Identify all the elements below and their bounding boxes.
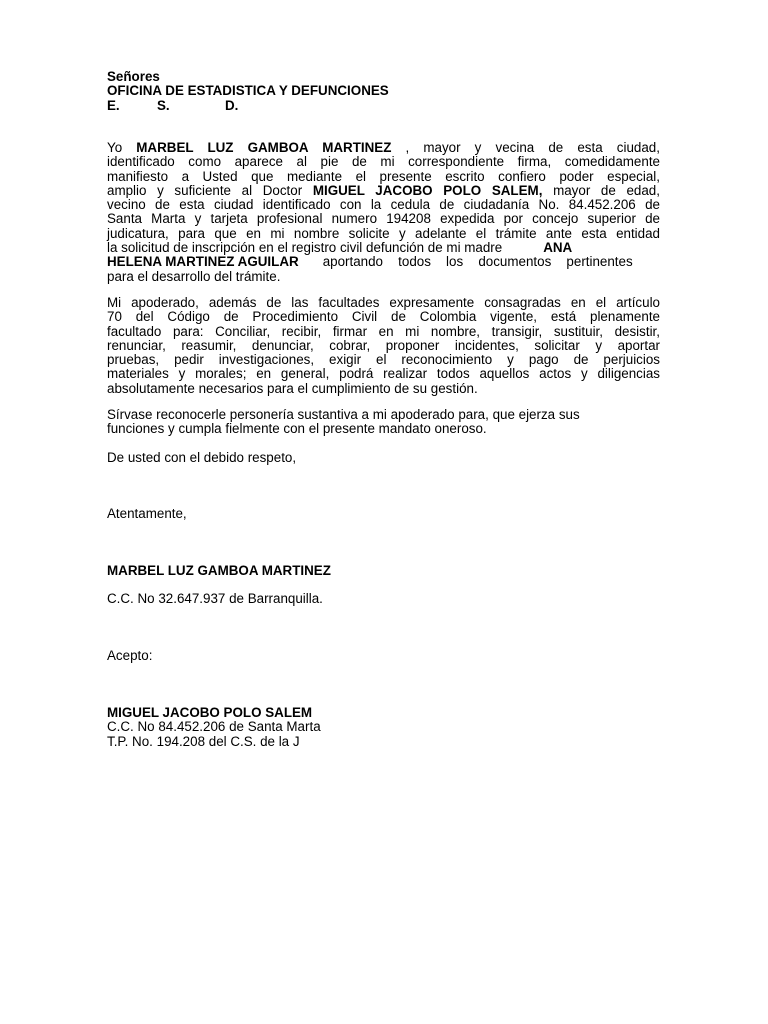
p2-line-2: 70 del Código de Procedimiento Civil de Colombia vigente, está plenamente [107,309,660,325]
mother-name-rest: HELENA MARTINEZ AGUILAR [107,254,299,270]
courtesy-line: De usted con el debido respeto, [107,450,297,465]
office-name: OFICINA DE ESTADISTICA Y DEFUNCIONES [107,83,389,99]
salutation: Señores [107,69,160,84]
p2-line-6: materiales y morales; en general, podrá realizar todos aquellos actos y diligencias [107,366,660,382]
p2-line-5: pruebas, pedir investigaciones, exigir el reconocimiento y pago de perjuicios [107,352,660,368]
esd-d: D. [225,97,239,113]
p1-line-3: manifiesto a Usted que mediante el presente escrito confiero poder especial, [107,168,660,184]
p2-line-3: facultado para: Conciliar, recibir, firmar en mi nombre, transigir, sustituir, desistir, [107,323,660,339]
p1-line-2: identificado como aparece al pie de mi correspondiente firma, comedidamente [107,154,660,170]
p1-line-7: judicatura, para que en mi nombre solicite y adelante el trámite ante esta entidad [107,225,660,241]
mother-name-first: ANA [543,240,573,256]
esd-line [107,99,660,113]
attorney-signature-block [107,706,660,749]
p1-line-1: Yo MARBEL LUZ GAMBOA MARTINEZ , mayor y vecina de esta ciudad, [107,140,660,155]
p3-line-2: funciones y cumpla fielmente con el presente mandato oneroso. [107,421,487,437]
p2-line-4: renunciar, reasumir, denunciar, cobrar, proponer incidentes, solicitar y aportar [107,337,660,353]
p1-line-9: HELENA MARTINEZ AGUILAR aportando todos los documentos pertinentes [107,254,633,270]
closing-line: Atentamente, [107,506,187,521]
paragraph-power-grant [107,141,660,284]
p3-line-1: Sírvase reconocerle personería sustantiva a mi apoderado para, que ejerza sus [107,407,580,422]
grantor-id: C.C. No 32.647.937 de Barranquilla. [107,591,323,606]
p1-line-5: vecino de esta ciudad identificado con la cedula de ciudadanía No. 84.452.206 de [107,197,660,213]
p2-line-1: Mi apoderado, además de las facultades expresamente consagradas en el artículo [107,295,660,310]
esd-s: S. [157,97,170,113]
attorney-name: MIGUEL JACOBO POLO SALEM, [312,182,543,198]
p2-line-7: absolutamente necesarios para el cumplimiento de su gestión. [107,380,478,396]
accept-line: Acepto: [107,648,153,663]
grantor-signature-block [107,564,660,578]
paragraph-faculties [107,296,660,396]
attorney-id: C.C. No 84.452.206 de Santa Marta [107,719,321,735]
p1-line-8: la solicitud de inscripción en el registro civil defunción de mi madre ANA [107,240,573,256]
attorney-tp: T.P. No. 194.208 del C.S. de la J [107,733,300,749]
addressee-block [107,70,660,113]
p1-line-4: amplio y suficiente al Doctor MIGUEL JACOBO POLO SALEM, mayor de edad, [107,182,660,198]
attorney-signature-name: MIGUEL JACOBO POLO SALEM [107,705,313,720]
paragraph-recognition [107,408,660,437]
grantor-name: MARBEL LUZ GAMBOA MARTINEZ [136,140,392,155]
esd-e: E. [107,97,120,113]
grantor-signature-name: MARBEL LUZ GAMBOA MARTINEZ [107,563,331,578]
p1-line-10: para el desarrollo del trámite. [107,268,281,284]
p1-line-6: Santa Marta y tarjeta profesional numero 194208 expedida por concejo superior de [107,211,660,227]
grantor-id-block [107,592,660,606]
